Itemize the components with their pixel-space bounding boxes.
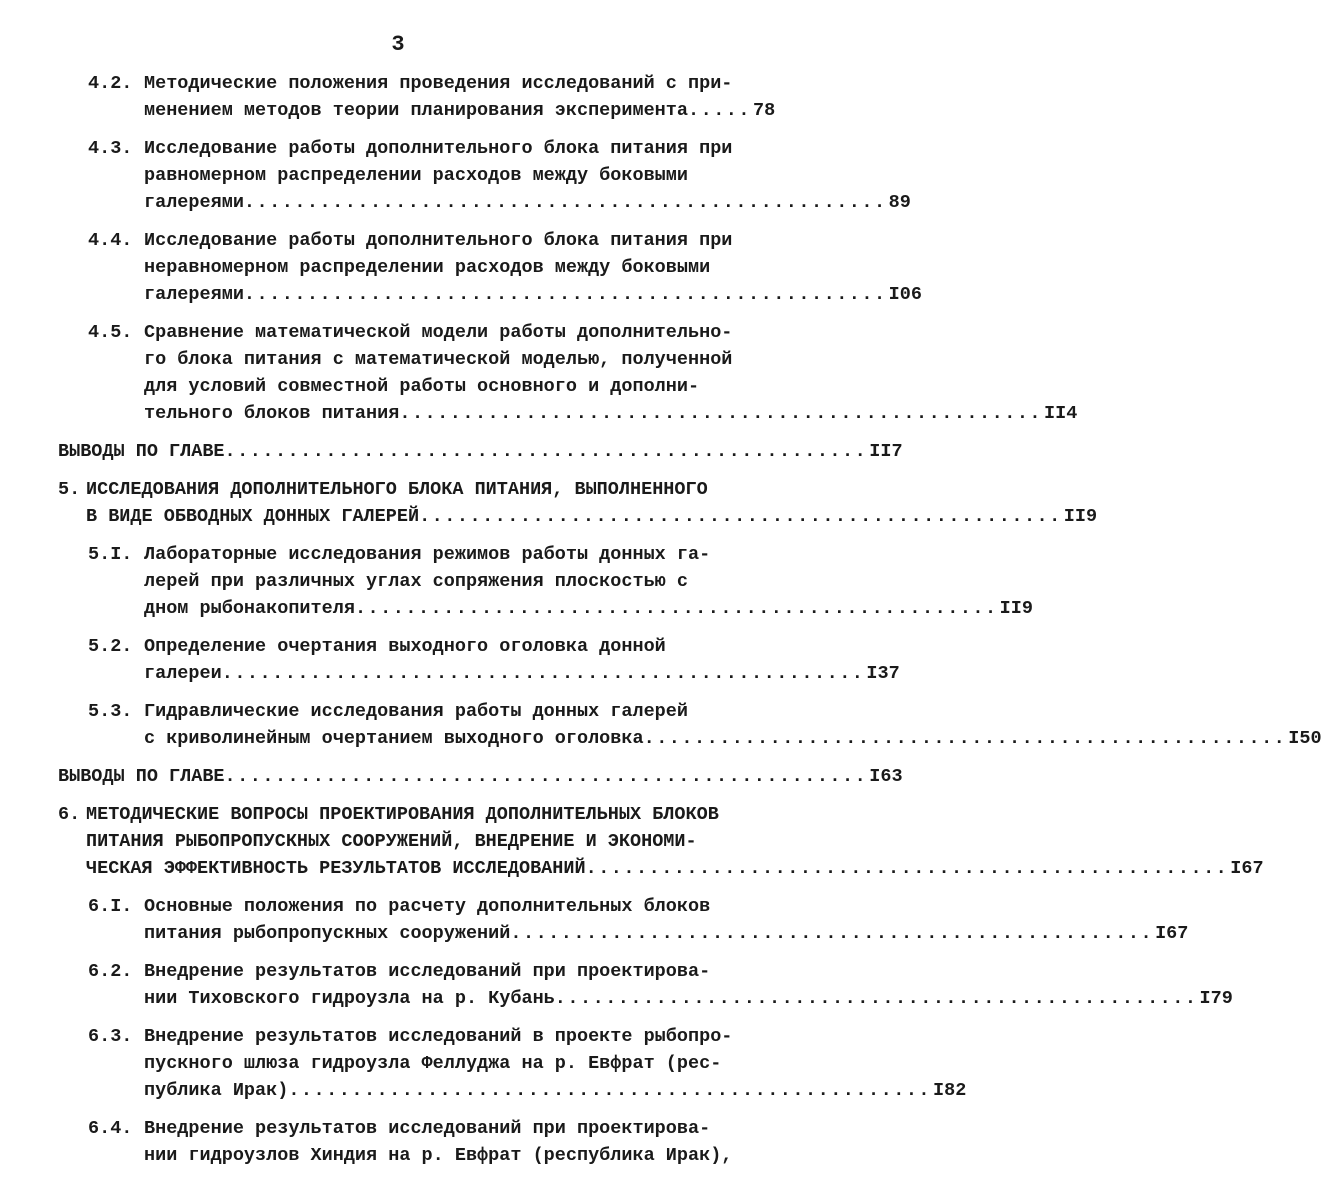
toc-entry <box>0 541 1033 622</box>
toc-entry-text: тельного блоков питания <box>144 403 400 424</box>
toc-entry <box>0 958 1233 1012</box>
toc-entry-text: дном рыбонакопителя <box>144 598 355 619</box>
toc-entry-line <box>144 281 922 308</box>
page-number: 3 <box>391 32 406 57</box>
toc-entry <box>0 438 903 465</box>
toc-entry-text: пускного шлюза гидроузла Феллуджа на р. Евфрат (рес- <box>144 1053 722 1074</box>
toc-entry-text: питания рыбопропускных сооружений <box>144 923 511 944</box>
toc-page-number: 89 <box>888 192 911 213</box>
toc-entry-body <box>144 541 1033 622</box>
toc-entry-line <box>144 373 755 400</box>
toc-page-number: I67 <box>1155 923 1189 944</box>
toc-entry-line <box>86 801 755 828</box>
toc-entry-text: В ВИДЕ ОБВОДНЫХ ДОННЫХ ГАЛЕРЕЙ <box>86 506 420 527</box>
toc-entry-number: 4.2. <box>88 73 133 94</box>
toc-entry-line <box>58 763 903 790</box>
toc-entry <box>0 763 903 790</box>
toc-entry-text: нии гидроузлов Хиндия на р. Евфрат (республика Ирак), <box>144 1145 733 1166</box>
dot-leader: ................................................... <box>554 988 1198 1009</box>
dot-leader: ................................................... <box>585 858 1229 879</box>
toc-entry-line <box>144 1077 967 1104</box>
toc-page-number: II9 <box>999 598 1033 619</box>
toc-entry-line <box>86 503 1098 530</box>
dot-leader: ................................................... <box>243 192 887 213</box>
toc-entry-text: для условий совместной работы основного и дополни- <box>144 376 700 397</box>
toc-entry-text: лерей при различных углах сопряжения плоскостью с <box>144 571 688 592</box>
toc-entry-text: галереями <box>144 192 244 213</box>
toc-entry <box>0 801 1264 882</box>
toc-entry-line <box>86 828 755 855</box>
toc-page-number: I79 <box>1199 988 1233 1009</box>
dot-leader: ................................................... <box>419 506 1062 527</box>
toc-entry <box>0 70 797 124</box>
toc-entry-number: 4.4. <box>88 230 133 251</box>
toc-entry-text: нии Тиховского гидроузла на р. Кубань <box>144 988 555 1009</box>
toc-entry-text: равномерном распределении расходов между боковыми <box>144 165 688 186</box>
toc-entry-body <box>144 1023 967 1104</box>
toc-entry-line <box>144 633 755 660</box>
dot-leader: ................................................... <box>243 284 887 305</box>
toc-entry-line <box>86 476 755 503</box>
toc-entry-text: Внедрение результатов исследований при проектирова- <box>144 961 711 982</box>
toc-entry-text: ИССЛЕДОВАНИЯ ДОПОЛНИТЕЛЬНОГО БЛОКА ПИТАНИЯ, ВЫПОЛНЕННОГО <box>86 479 708 500</box>
dot-leader: ................................................... <box>288 1080 932 1101</box>
dot-leader: ................................................... <box>224 766 868 787</box>
dot-leader: ................................................... <box>224 441 868 462</box>
dot-leader: ................................................... <box>354 598 998 619</box>
toc-page-number: I63 <box>869 766 903 787</box>
toc-page-number: II4 <box>1044 403 1078 424</box>
toc-entry-line <box>144 346 755 373</box>
toc-entry-text: менением методов теории планирования эксперимента <box>144 100 688 121</box>
toc-entry <box>0 319 1078 427</box>
toc-entry-text: Исследование работы дополнительного блока питания при <box>144 230 733 251</box>
toc-entry-line <box>144 1050 755 1077</box>
toc-entry <box>0 135 911 216</box>
toc-entry-line <box>144 725 1322 752</box>
toc-entry-text: ВЫВОДЫ ПО ГЛАВЕ <box>58 766 225 787</box>
toc-entry-text: галереями <box>144 284 244 305</box>
toc-entry-line <box>144 189 911 216</box>
toc-entry-text: ПИТАНИЯ РЫБОПРОПУСКНЫХ СООРУЖЕНИЙ, ВНЕДРЕНИЕ И ЭКОНОМИ- <box>86 831 697 852</box>
toc-entry-line <box>144 227 755 254</box>
toc-page-number: II7 <box>869 441 903 462</box>
toc-entry-text: Внедрение результатов исследований при проектирова- <box>144 1118 711 1139</box>
toc-entry-number: 5.3. <box>88 701 133 722</box>
toc-entry-text: Основные положения по расчету дополнительных блоков <box>144 896 711 917</box>
toc-entry-line <box>144 985 1233 1012</box>
toc-entry-text: с криволинейным очертанием выходного оголовка <box>144 728 644 749</box>
toc-entry-text: го блока питания с математической моделью, полученной <box>144 349 733 370</box>
toc-entry-text: Исследование работы дополнительного блока питания при <box>144 138 733 159</box>
toc-page-number: I06 <box>888 284 922 305</box>
toc-entry-number: 4.3. <box>88 138 133 159</box>
toc-page-number: I82 <box>933 1080 967 1101</box>
toc-entry-line <box>144 135 755 162</box>
toc-entry-body <box>144 1115 755 1169</box>
toc-entry-number: 4.5. <box>88 322 133 343</box>
toc-entry-text: Сравнение математической модели работы дополнительно- <box>144 322 733 343</box>
toc-entry-line <box>144 958 755 985</box>
toc-entry-body <box>144 958 1233 1012</box>
toc-entry-body <box>144 135 911 216</box>
toc-entry-body <box>58 763 903 790</box>
toc-entry-line <box>144 541 755 568</box>
toc-entry-body <box>86 801 1264 882</box>
toc-entry-line <box>144 920 1189 947</box>
toc-entry-line <box>144 254 755 281</box>
dot-leader: ..... <box>688 100 752 121</box>
toc-entry-body <box>144 698 1322 752</box>
toc-entry-text: МЕТОДИЧЕСКИЕ ВОПРОСЫ ПРОЕКТИРОВАНИЯ ДОПОЛНИТЕЛЬНЫХ БЛОКОВ <box>86 804 719 825</box>
dot-leader: ................................................... <box>221 663 865 684</box>
toc-entry-line <box>144 893 755 920</box>
toc-entry-body <box>144 893 1189 947</box>
toc-entry-number: 6.4. <box>88 1118 133 1139</box>
toc-entry-text: Гидравлические исследования работы донных галерей <box>144 701 688 722</box>
toc-entry <box>0 633 900 687</box>
toc-page-number: II9 <box>1063 506 1098 527</box>
toc-entry-line <box>144 698 755 725</box>
toc-entry-number: 6.2. <box>88 961 133 982</box>
toc-entry-line <box>144 70 755 97</box>
toc-entry-body <box>144 319 1078 427</box>
toc-entry-text: публика Ирак) <box>144 1080 289 1101</box>
toc-page-number: I67 <box>1230 858 1264 879</box>
toc-entry-line <box>144 400 1078 427</box>
toc-entry-number: 5.I. <box>88 544 133 565</box>
toc-entry-line <box>144 1115 755 1142</box>
toc-entry-text: Внедрение результатов исследований в проекте рыбопро- <box>144 1026 733 1047</box>
toc-entry <box>0 1115 797 1169</box>
toc-entry-text: ВЫВОДЫ ПО ГЛАВЕ <box>58 441 225 462</box>
toc-entry-text: ЧЕСКАЯ ЭФФЕКТИВНОСТЬ РЕЗУЛЬТАТОВ ИССЛЕДОВАНИЙ <box>86 858 586 879</box>
toc-entry-line <box>144 97 776 124</box>
toc-entry-line <box>144 595 1033 622</box>
toc-page-number: I37 <box>866 663 900 684</box>
toc-entry-number: 5. <box>58 479 81 500</box>
toc-entry <box>0 698 1322 752</box>
toc-entry-line <box>144 319 755 346</box>
toc-entry-body <box>144 70 776 124</box>
toc-entry-line <box>144 568 755 595</box>
toc-entry <box>0 227 922 308</box>
dot-leader: ................................................... <box>399 403 1043 424</box>
toc-entry-text: галереи <box>144 663 222 684</box>
toc-entry-body <box>144 633 900 687</box>
toc-entry <box>0 476 1098 530</box>
toc-entry <box>0 1023 967 1104</box>
toc-entry-number: 6. <box>58 804 81 825</box>
toc-entry-line <box>144 1023 755 1050</box>
toc-entry <box>0 893 1189 947</box>
toc-entry-text: Методические положения проведения исследований с при- <box>144 73 733 94</box>
toc-entry-line <box>144 1142 755 1169</box>
toc-entry-number: 5.2. <box>88 636 133 657</box>
toc-entry-line <box>144 162 755 189</box>
dot-leader: ................................................... <box>643 728 1287 749</box>
toc-entry-line <box>86 855 1264 882</box>
toc-page-number: I50 <box>1288 728 1322 749</box>
toc-entry-number: 6.I. <box>88 896 133 917</box>
toc-entry-number: 6.3. <box>88 1026 133 1047</box>
toc-entry-body <box>144 227 922 308</box>
table-of-contents <box>0 70 1322 1180</box>
toc-entry-line <box>144 660 900 687</box>
toc-entry-body <box>58 438 903 465</box>
toc-entry-line <box>58 438 903 465</box>
toc-entry-body <box>86 476 1098 530</box>
toc-entry-text: Определение очертания выходного оголовка донной <box>144 636 666 657</box>
toc-entry-text: Лабораторные исследования режимов работы донных га- <box>144 544 711 565</box>
dot-leader: ................................................... <box>510 923 1154 944</box>
toc-page-number: 78 <box>753 100 776 121</box>
toc-entry-text: неравномерном распределении расходов между боковыми <box>144 257 711 278</box>
